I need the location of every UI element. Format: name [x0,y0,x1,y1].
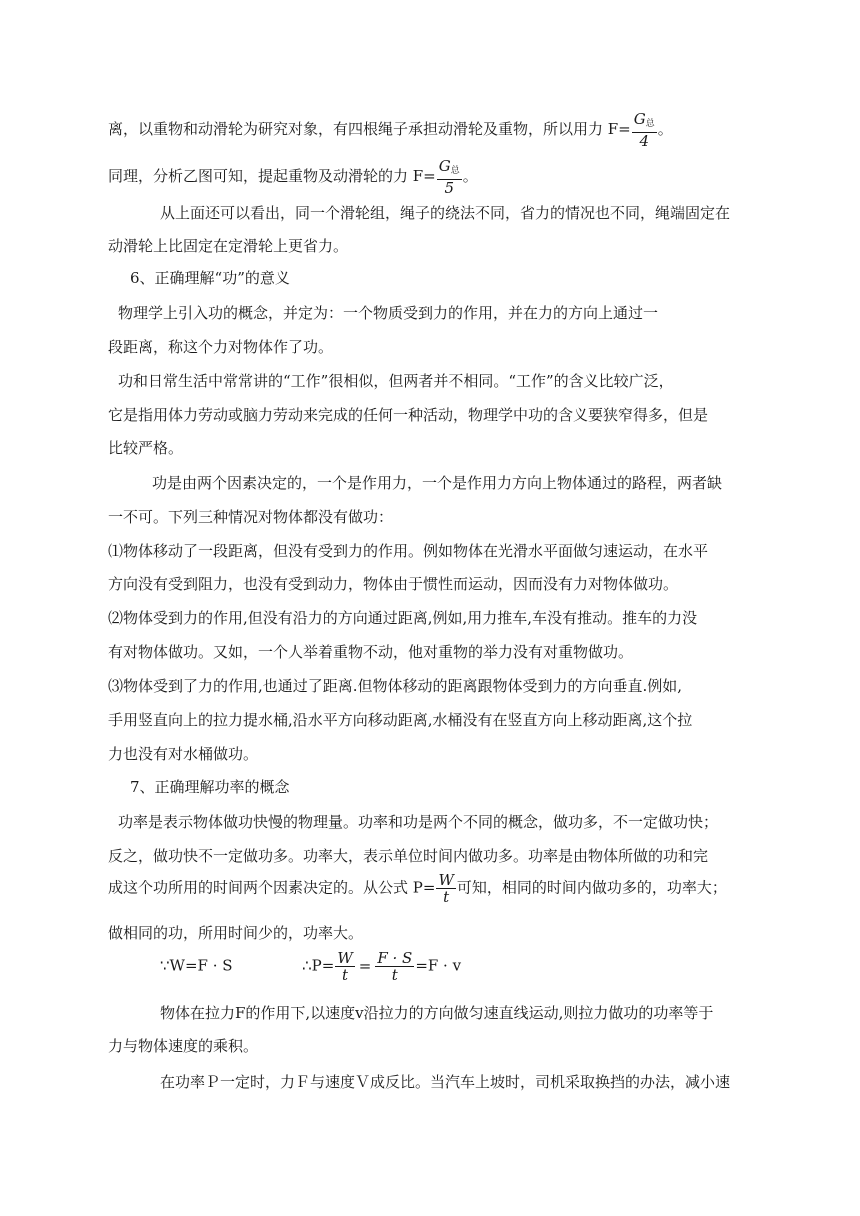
text-line: 力与物体速度的乘积。 [108,1037,259,1055]
text-line: 段距离，称这个力对物体作了功。 [108,338,334,356]
fraction-g-total-over-4: $\frac{G_总}{4}$ [633,110,655,150]
text-line: 力也没有对水桶做功。 [108,745,259,763]
text-line: ⑶物体受到了力的作用,也通过了距离.但物体移动的距离跟物体受到力的方向垂直.例如, [108,677,683,695]
text: 离，以重物和动滑轮为研究对象，有四根绳子承担动滑轮及重物，所以用力 F= [108,120,631,138]
fraction-w-over-t: $\frac{W}{t}$ [438,871,454,906]
text-line: 物理学上引入功的概念，并定为：一个物质受到力的作用，并在力的方向上通过一 [118,304,659,322]
fraction-g-total-over-5: $\frac{G_总}{5}$ [438,157,460,197]
text-line: ⑵物体受到力的作用,但没有沿力的方向通过距离,例如,用力推车,车没有推动。推车的力没 [108,609,698,627]
text-line: ⑴物体移动了一段距离，但没有受到力的作用。例如物体在光滑水平面做匀速运动，在水平 [108,542,709,560]
text: 同理，分析乙图可知，提起重物及动滑轮的力 F= [108,167,436,185]
text-line: 它是指用体力劳动或脑力劳动来完成的任何一种活动，物理学中功的含义要狭窄得多，但是 [108,406,709,424]
text-line: 反之，做功快不一定做功多。功率大，表示单位时间内做功多。功率是由物体所做的功和完 [108,847,709,865]
text-line: 从上面还可以看出，同一个滑轮组，绳子的绕法不同，省力的情况也不同，绳端固定在 [160,204,731,222]
text-line: 做相同的功，所用时间少的，功率大。 [108,924,364,942]
text-line: 有对物体做功。又如，一个人举着重物不动，他对重物的举力没有对重物做功。 [108,643,634,661]
text-line: 功和日常生活中常常讲的“工作”很相似，但两者并不相同。“工作”的含义比较广泛， [118,372,674,390]
text-line: 方向没有受到阻力，也没有受到动力，物体由于惯性而运动，因而没有力对物体做功。 [108,575,679,593]
paragraph-pulley-four-ropes: 离，以重物和动滑轮为研究对象，有四根绳子承担动滑轮及重物，所以用力 F= $\frac{G_总}{4}$ 。 [108,110,673,150]
text-line: 手用竖直向上的拉力提水桶,沿水平方向移动距离,水桶没有在竖直方向上移动距离,这个拉 [108,711,693,729]
paragraph-power-formula-line: 成这个功所用的时间两个因素决定的。从公式 P= $\frac{W}{t}$ 可知，相同的时间内做功多的，功率大； [108,871,727,906]
fraction-w-over-t: $\frac{W}{t}$ [337,949,353,984]
fraction-fs-over-t: $\frac{F \cdot S}{t}$ [377,949,413,984]
section-heading-6: 6、正确理解“功”的意义 [130,269,290,287]
text-line: 动滑轮上比固定在定滑轮上更省力。 [108,237,349,255]
text-line: 功是由两个因素决定的，一个是作用力，一个是作用力方向上物体通过的路程，两者缺 [152,474,723,492]
power-derivation-formula: ∵W=F · S ∴P= $\frac{W}{t}$ = $\frac{F \cdot S}{t}$ =F · v [160,949,462,984]
text-line: 功率是表示物体做功快慢的物理量。功率和功是两个不同的概念，做功多，不一定做功快； [118,813,719,831]
section-heading-7: 7、正确理解功率的概念 [130,778,290,796]
text-line: 物体在拉力F的作用下,以速度v沿拉力的方向做匀速直线运动,则拉力做功的功率等于 [160,1004,714,1022]
text-line: 在功率Ｐ一定时，力Ｆ与速度Ｖ成反比。当汽车上坡时，司机采取换挡的办法，减小速 [160,1073,731,1091]
text-line: 一不可。下列三种情况对物体都没有做功： [108,508,394,526]
paragraph-pulley-five-ropes: 同理，分析乙图可知，提起重物及动滑轮的力 F= $\frac{G_总}{5}$ 。 [108,157,478,197]
text-line: 比较严格。 [108,439,184,457]
